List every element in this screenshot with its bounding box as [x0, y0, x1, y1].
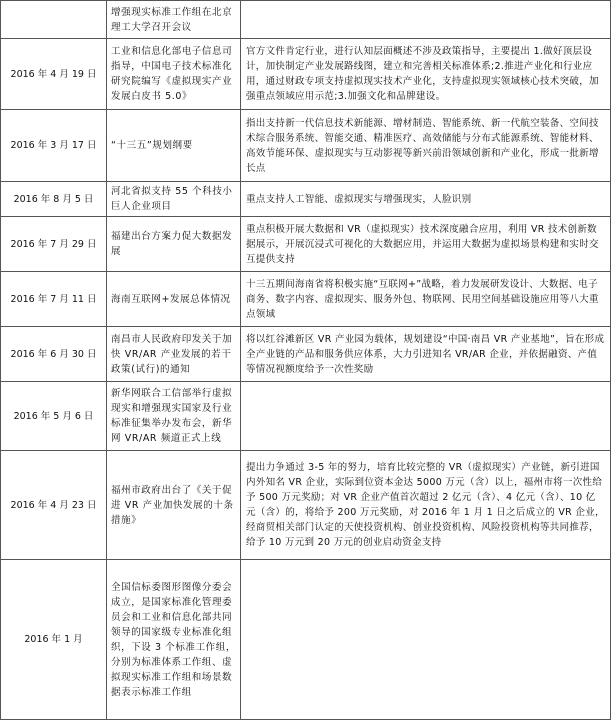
date-cell [1, 1, 107, 39]
table-row [1, 1, 611, 39]
detail-cell: 将以红谷滩新区 VR 产业园为载体，规划建设“中国·南昌 VR 产业基地”，旨在形成全产业链的产品和服务供应体系，大力引进知名 VR/AR 企业，并依据融资、产值等情况视额度给予一次性奖励 [241, 327, 611, 382]
event-cell: 全国信标委图形图像分委会成立，是国家标准化管理委员会和工业和信息化部共同领导的国家级专业标准化组织，下设 3 个标准工作组，分别为标准体系工作组、虚拟现实标准工作组和场景数据表示标准工作组 [107, 560, 241, 720]
table-row [1, 110, 611, 182]
table-row [1, 39, 611, 110]
detail-cell [241, 382, 611, 451]
table-row [1, 560, 611, 720]
table-row [1, 382, 611, 451]
date-cell: 2016 年 1 月 [1, 560, 107, 720]
event-cell: 工业和信息化部电子信息司指导，中国电子技术标准化研究院编写《虚拟现实产业发展白皮书 5.0》 [107, 39, 241, 110]
detail-cell [241, 1, 611, 39]
table-row [1, 182, 611, 217]
event-cell: 增强现实标准工作组在北京理工大学召开会议 [107, 1, 241, 39]
table-row [1, 451, 611, 560]
event-cell: “十三五”规划纲要 [107, 110, 241, 182]
date-cell: 2016 年 8 月 5 日 [1, 182, 107, 217]
date-cell: 2016 年 5 月 6 日 [1, 382, 107, 451]
detail-cell [241, 560, 611, 720]
event-cell: 河北省拟支持 55 个科技小巨人企业项目 [107, 182, 241, 217]
table-row [1, 217, 611, 272]
date-cell: 2016 年 7 月 29 日 [1, 217, 107, 272]
detail-cell: 十三五期间海南省将积极实施“互联网+”战略，着力发展研发设计、大数据、电子商务、数字内容、虚拟现实、服务外包、物联网、民用空间基础设施应用等八大重点领域 [241, 272, 611, 327]
table-row [1, 327, 611, 382]
date-cell: 2016 年 6 月 30 日 [1, 327, 107, 382]
event-cell: 福州市政府出台了《关于促进 VR 产业加快发展的十条措施》 [107, 451, 241, 560]
detail-cell: 提出力争通过 3-5 年的努力，培育比较完整的 VR（虚拟现实）产业链，新引进国内外知名 VR 企业，实际到位资本金达 5000 万元（含）以上，福州市将一次性给予 500 万元奖励；对 VR 企业产值首次超过 2 亿元（含）、4 亿元（含）、10 亿元（含）的，将给予 200 万元奖励，对 2016 年 1 月 1 日之后成立的 VR 企业，经商贸相关部门认定的天使投资机构、创业投资机构、风险投资机构等共同推荐，给予 10 万元到 20 万元的创业启动资金支持 [241, 451, 611, 560]
date-cell: 2016 年 4 月 23 日 [1, 451, 107, 560]
detail-cell: 指出支持新一代信息技术新能源、增材制造、智能系统、新一代航空装备、空间技术综合服务系统、智能交通、精准医疗、高效储能与分布式能源系统、智能材料、高效节能环保、虚拟现实与互动影视等新兴前沿领域创新和产业化，形成一批新增长点 [241, 110, 611, 182]
date-cell: 2016 年 3 月 17 日 [1, 110, 107, 182]
event-cell: 南昌市人民政府印发关于加快 VR/AR 产业发展的若干政策(试行)的通知 [107, 327, 241, 382]
table-row [1, 272, 611, 327]
date-cell: 2016 年 7 月 11 日 [1, 272, 107, 327]
event-cell: 新华网联合工信部举行虚拟现实和增强现实国家及行业标准征集举办发布会，新华网 VR/AR 频道正式上线 [107, 382, 241, 451]
event-cell: 海南互联网+发展总体情况 [107, 272, 241, 327]
detail-cell: 官方文件肯定行业，进行认知层面概述不涉及政策指导，主要提出 1.做好顶层设计，加快制定产业发展路线图，建立和完善相关标准体系;2.推进产业化和行业应用，通过财政专项支持虚拟现实技术产业化，支持虚拟现实领域核心技术突破，加强重点领域应用示范;3.加强文化和品牌建设。 [241, 39, 611, 110]
detail-cell: 重点积极开展大数据和 VR（虚拟现实）技术深度融合应用，利用 VR 技术创新数据展示，开展沉浸式可视化的大数据应用，并运用大数据为虚拟场景构建和实时交互提供支持 [241, 217, 611, 272]
date-cell: 2016 年 4 月 19 日 [1, 39, 107, 110]
event-cell: 福建出台方案力促大数据发展 [107, 217, 241, 272]
detail-cell: 重点支持人工智能、虚拟现实与增强现实，人脸识别 [241, 182, 611, 217]
